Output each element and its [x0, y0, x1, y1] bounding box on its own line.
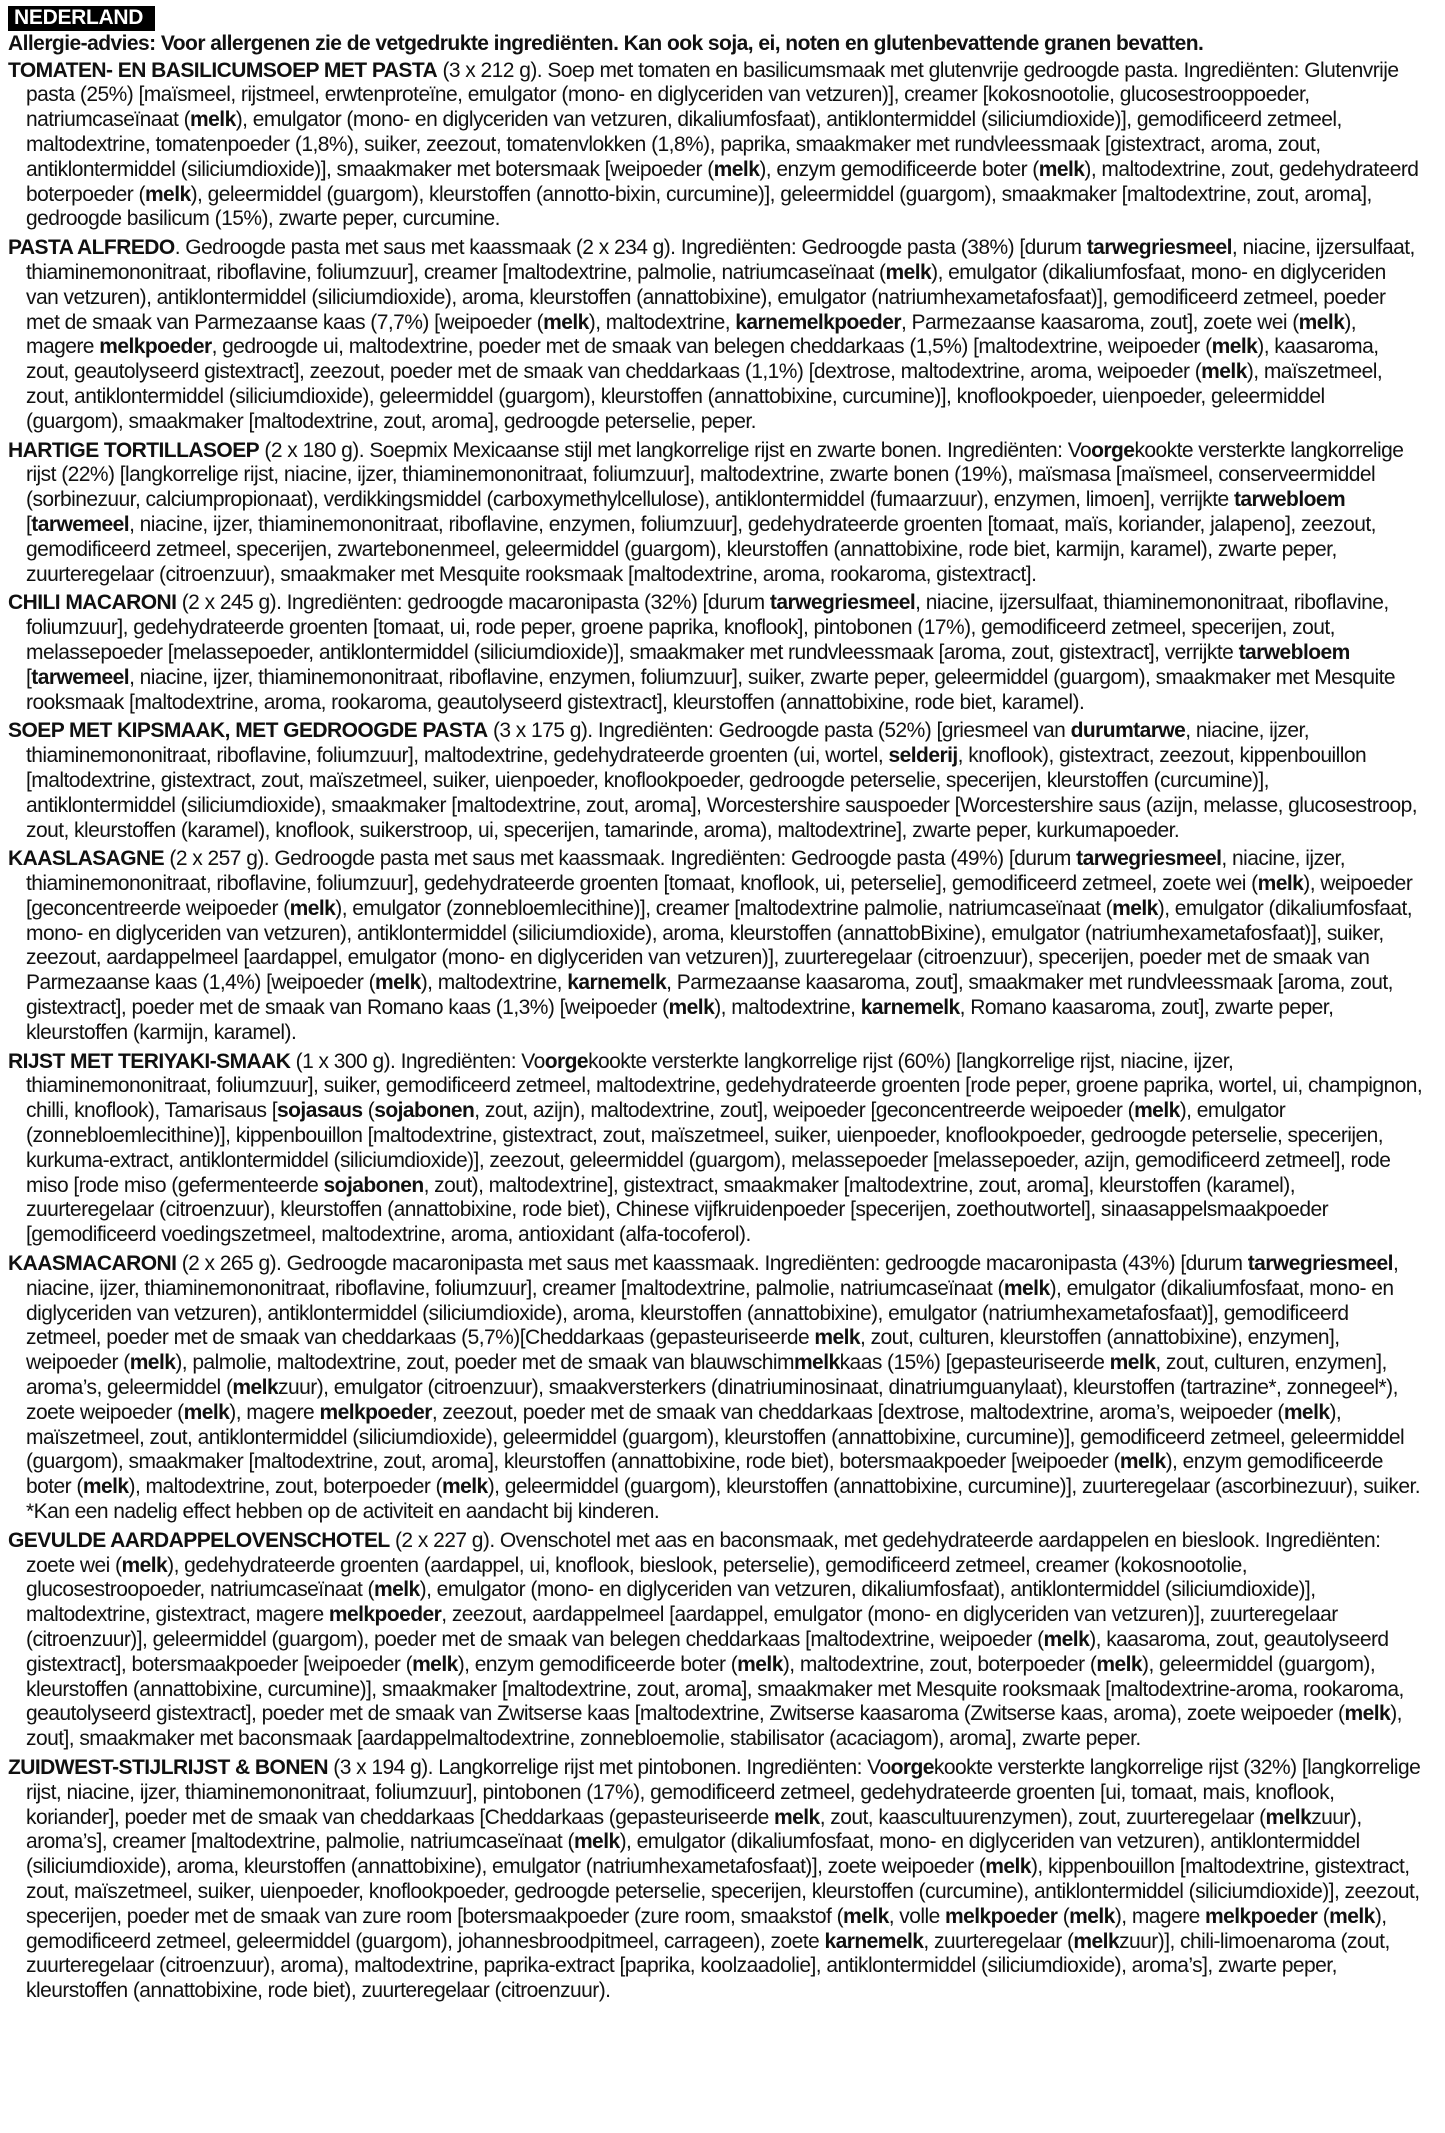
ingredient-text: ), maïszetmeel, zout, antiklontermiddel (siliciumdioxide), geleermiddel (guargom), kleurstoffen (annattobixine, curcumine)], gemodificeerd zetmeel, geleermiddel (guargom), smaakmaker [maltodextrine, zout, aroma], kleurstoffen (annattobixine, rode biet), botersmaakpoeder [weipoeder ( [26, 1400, 1405, 1474]
allergen-term: tarwegriesmeel [1247, 1252, 1393, 1276]
ingredient-text: (3 x 212 g). Soep met tomaten en basilicumsmaak met glutenvrije gedroogde pasta. Ingrediënten: Glutenvrije pasta (25%) [maïsmeel, rijstmeel, erwtenproteïne, emulgator (mono- en diglyceriden van vetzuren)], creamer [kokosnootolie, glucosestrooppoeder, natriumcaseïnaat ( [26, 58, 1399, 132]
allergen-term: sojabonen [374, 1099, 475, 1123]
ingredient-text: ( [1317, 1904, 1330, 1928]
allergen-term: melk [144, 182, 191, 206]
product-name: TOMATEN- EN BASILICUMSOEP MET PASTA [8, 58, 438, 82]
allergen-term: melk [442, 1475, 488, 1499]
allergen-term: selderij [888, 744, 958, 768]
allergen-term: melk [375, 971, 421, 995]
product-entry [8, 1050, 1423, 1248]
allergen-term: melk [543, 310, 589, 334]
allergen-term: melk [713, 157, 760, 181]
allergen-term: melk [1069, 1904, 1115, 1928]
allergen-term: sojasaus [277, 1099, 363, 1123]
ingredient-text: kookte versterkte langkorrelige rijst (32%) [langkorrelige rijst, niacine, ijzer, thiaminemononitraat, foliumzuur], pintobonen (17%), gemodificeerd zetmeel, gedehydrateerde groenten [ui, tomaat, mais, knoflook, koriander], poeder met de smaak van cheddarkaas [Cheddarkaas (gepasteuriseerde [26, 1755, 1421, 1829]
ingredient-text: , niacine, ijzer, thiaminemononitraat, riboflavine, enzymen, foliumzuur], suiker, zwarte peper, geleermiddel (guargom), smaakmaker met Mesquite rooksmaak [maltodextrine, aroma, rookaroma, geautolyseerd gistextract], kleurstoffen (annattobixine, rode biet, karamel). [26, 665, 1396, 714]
allergen-term: melk [1201, 360, 1247, 384]
ingredient-text: , zout), maltodextrine], gistextract, smaakmaker [maltodextrine, zout, aroma], kleurstoffen (karamel), zuurteregelaar (citroenzuur), kleurstoffen (annattobixine, rode biet), Chinese vijfkruidenpoeder [specerijen, zoethoutwortel], sinaasappelsmaakpoeder [gemodificeerd voedingszetmeel, maltodextrine, aroma, antioxidant (alfa-tocoferol). [26, 1173, 1329, 1247]
ingredient-text: . Gedroogde pasta met saus met kaassmaak (2 x 234 g). Ingrediënten: Gedroogde pasta (38%) [durum [174, 236, 1087, 260]
allergen-term: orge [1091, 438, 1135, 462]
ingredient-text: (2 x 245 g). Ingrediënten: gedroogde macaronipasta (32%) [durum [176, 591, 770, 615]
allergen-term: melk [374, 1578, 420, 1602]
ingredient-text: , knoflook), gistextract, zeezout, kippenbouillon [maltodextrine, gistextract, zout, maïszetmeel, suiker, uienpoeder, knoflookpoeder, gedroogde peterselie, specerijen, kleurstoffen (curcumine)], antiklontermiddel (siliciumdioxide), smaakmaker [maltodextrine, zout, aroma], Worcestershire sauspoeder [Worcestershire saus (azijn, melasse, glucosestroop, zout, kleurstoffen (karamel), knoflook, suikerstroop, ui, specerijen, tamarinde, aroma), maltodextrine], zwarte peper, kurkumapoeder. [26, 744, 1418, 842]
ingredient-text: ), enzym gemodificeerde boter ( [457, 1652, 738, 1676]
allergen-term: melk [183, 1400, 230, 1424]
allergen-term: melk [843, 1904, 889, 1928]
ingredient-text: ), emulgator (zonnebloemlecithine)], creamer [maltodextrine palmolie, natriumcaseïnaat ( [335, 896, 1113, 920]
ingredient-text: , Parmezaanse kaasaroma, zout], smaakmaker met rundvleessmaak [aroma, zout, gistextract], poeder met de smaak van Romano kaas (1,3%) [weipoeder ( [26, 971, 1393, 1020]
product-entry [8, 59, 1423, 233]
allergen-term: melkpoeder [1205, 1904, 1318, 1928]
ingredient-text: ), enzym gemodificeerde boter ( [759, 157, 1039, 181]
ingredient-text: ), maltodextrine, [588, 310, 736, 334]
product-name: KAASLASAGNE [8, 847, 165, 871]
allergen-term: tarwemeel [31, 665, 130, 689]
allergen-term: melk [1134, 1099, 1180, 1123]
ingredient-text: , volle [888, 1904, 946, 1928]
ingredient-text: (1 x 300 g). Ingrediënten: Vo [290, 1049, 545, 1073]
allergen-term: tarwebloem [1238, 640, 1350, 664]
allergen-term: melk [1096, 1652, 1142, 1676]
ingredient-text: , zeezout, poeder met de smaak van cheddarkaas [dextrose, maltodextrine, aroma’s, weipoeder ( [431, 1400, 1284, 1424]
ingredient-text: ), maltodextrine, [420, 971, 568, 995]
ingredient-text: ), maltodextrine, zout, boterpoeder ( [128, 1475, 443, 1499]
allergen-term: melk [793, 1351, 840, 1375]
allergen-term: orge [890, 1755, 934, 1779]
ingredient-text: ), gemodificeerd zetmeel, geleermiddel (guargom), johannesbroodpitmeel, carrageen), zoete [26, 1904, 1387, 1953]
product-name: GEVULDE AARDAPPELOVENSCHOTEL [8, 1528, 390, 1552]
ingredient-text: ), maltodextrine, zout, boterpoeder ( [782, 1652, 1097, 1676]
allergen-term: melk [737, 1652, 783, 1676]
ingredient-text: ), emulgator (dikaliumfosfaat, mono- en diglyceriden van vetzuren), antiklontermiddel (siliciumdioxide), aroma, kleurstoffen (annattobBixine), emulgator (natriumhexametafosfaat)], suiker, zeezout, aardappelmeel [aardappel, emulgator (mono- en diglyceriden van vetzuren)], zuurteregelaar (citroenzuur), specerijen, poeder met de smaak van Parmezaanse kaas (1,4%) [weipoeder ( [26, 896, 1413, 995]
ingredient-text: , zout, culturen, enzymen], aroma’s, geleermiddel ( [26, 1351, 1387, 1400]
ingredient-text: ), kaasaroma, zout, geautolyseerd gistextract], botersmaakpoeder [weipoeder ( [26, 1628, 1389, 1676]
ingredient-text: (2 x 227 g). Ovenschotel met aas en baconsmaak, met gedehydrateerde aardappelen en bieslook. Ingrediënten: zoete wei ( [26, 1528, 1381, 1577]
allergen-term: tarwegriesmeel [769, 591, 916, 615]
ingredient-text: ), magere [26, 310, 1357, 359]
ingredient-text: , niacine, ijzersulfaat, thiaminemononitraat, riboflavine, foliumzuur], creamer [maltodextrine, palmolie, natriumcaseïnaat ( [26, 236, 1415, 284]
ingredient-text: ), emulgator (mono- en diglyceriden van vetzuren, dikaliumfosfaat), antiklontermiddel (siliciumdioxide)], maltodextrine, gistextract, magere [26, 1578, 1316, 1627]
product-name: CHILI MACARONI [8, 591, 177, 615]
ingredient-text: , niacine, ijzer, thiaminemononitraat, riboflavine, foliumzuur], creamer [maltodextrine, palmolie, natriumcaseïnaat ( [26, 1252, 1399, 1300]
allergen-term: melk [1003, 1276, 1050, 1300]
ingredient-text: , zout, azijn), maltodextrine, zout], weipoeder [geconcentreerde weipoeder ( [474, 1099, 1135, 1123]
allergen-term: melk [232, 1376, 279, 1400]
ingredient-text: ), zout], smaakmaker met baconsmaak [aardappelmaltodextrine, zonnebloemolie, stabilisator (acaciagom), aroma], zwarte peper. [26, 1702, 1402, 1751]
product-name: RIJST MET TERIYAKI-SMAAK [8, 1049, 291, 1073]
allergen-term: melk [1043, 1628, 1090, 1651]
allergen-term: karnemelk [567, 971, 667, 995]
product-name: HARTIGE TORTILLASOEP [8, 438, 260, 462]
allergen-term: tarwemeel [31, 512, 130, 536]
product-entry [8, 236, 1423, 434]
product-name: ZUIDWEST-STIJLRIJST & BONEN [8, 1755, 329, 1779]
ingredient-text: zuur), aroma’s], creamer [maltodextrine, palmolie, natriumcaseïnaat ( [26, 1805, 1362, 1854]
ingredient-text: ), maltodextrine, zout, gedehydrateerd boterpoeder ( [26, 157, 1419, 206]
ingredient-text: (2 x 180 g). Soepmix Mexicaanse stijl met langkorrelige rijst en zwarte bonen. Ingrediënten: Vo [259, 438, 1092, 462]
ingredient-text: ( [1057, 1904, 1070, 1928]
ingredient-text: ), emulgator (mono- en diglyceriden van vetzuren, dikaliumfosfaat), antiklontermiddel (siliciumdioxide)], gemodificeerd zetmeel, maltodextrine, tomatenpoeder (1,8%), suiker, zeezout, tomatenvlokken (1,8%), paprika, smaakmaker met rundvleessmaak [gistextract, aroma, zout, antiklontermiddel (siliciumdioxide)], smaakmaker met botersmaak [weipoeder ( [26, 108, 1342, 181]
allergen-term: karnemelkpoeder [735, 310, 901, 334]
allergen-term: melk [121, 1553, 168, 1577]
allergen-term: melk [573, 1830, 620, 1854]
ingredient-text: [ [26, 512, 32, 536]
ingredient-text: (2 x 257 g). Gedroogde pasta met saus met kaassmaak. Ingrediënten: Gedroogde pasta (49%) [durum [164, 847, 1077, 871]
allergen-term: melkpoeder [99, 335, 212, 359]
ingredient-text: ), maltodextrine, [714, 996, 861, 1020]
allergen-term: melk [412, 1652, 458, 1676]
ingredient-text: ), enzym gemodificeerde boter ( [26, 1450, 1383, 1499]
allergen-term: melkpoeder [328, 1603, 442, 1627]
ingredient-text: ), geleermiddel (guargom), kleurstoffen (annattobixine, curcumine)], zuurteregelaar (ascorbinezuur), suiker. *Kan een nadelig effect hebben op de activiteit en aandacht bij kinderen. [26, 1475, 1421, 1524]
allergy-advice: Allergie-advies: Voor allergenen zie de vetgedrukte ingrediënten. Kan ook soja, ei, noten en glutenbevattende granen bevatten. [8, 31, 1204, 55]
allergen-term: sojabonen [323, 1173, 424, 1197]
ingredient-text: ( [362, 1099, 375, 1123]
allergen-term: melk [82, 1475, 129, 1499]
ingredient-text: ), magere [229, 1400, 320, 1424]
product-entry [8, 1252, 1423, 1525]
product-entry [8, 719, 1423, 843]
ingredient-text: , niacine, ijzer, thiaminemononitraat, riboflavine, enzymen, foliumzuur], gedehydrateerde groenten [tomaat, maïs, koriander, jalapeno], zeezout, gemodificeerd zetmeel, specerijen, zwartebonenmeel, geleermiddel (guargom), kleurstoffen (annattobixine, rode biet, karmijn, karamel), zwarte peper, zuurteregelaar (citroenzuur), smaakmaker met Mesquite rooksmaak [maltodextrine, aroma, rookaroma, gistextract]. [26, 512, 1376, 586]
allergen-term: melk [1112, 896, 1158, 920]
allergen-term: melk [129, 1351, 176, 1375]
ingredient-text: ), gedehydrateerde groenten (aardappel, ui, knoflook, bieslook, peterselie), gemodificeerd zetmeel, creamer (kokosnootolie, glucosestroopoeder, natriumcaseïnaat ( [26, 1553, 1247, 1602]
ingredient-text: , Parmezaanse kaasaroma, zout], zoete wei ( [900, 310, 1299, 334]
allergen-term: melk [668, 996, 715, 1020]
allergen-term: melk [885, 260, 932, 284]
allergen-term: melk [190, 108, 236, 132]
ingredient-text: , Romano kaasaroma, zout], zwarte peper, kleurstoffen (karmijn, karamel). [26, 996, 1334, 1044]
allergen-term: tarwegriesmeel [1076, 847, 1222, 871]
ingredient-text: , zeezout, aardappelmeel [aardappel, emulgator (mono- en diglyceriden van vetzuren)], zuurteregelaar (citroenzuur)], geleermiddel (guargom), poeder met de smaak van belegen cheddarkaas [maltodextrine, weipoeder ( [26, 1603, 1338, 1651]
ingredient-text: , gedroogde ui, maltodextrine, poeder met de smaak van belegen cheddarkaas (1,5%) [maltodextrine, weipoeder ( [211, 335, 1212, 359]
ingredient-text: [ [26, 665, 32, 689]
ingredient-text: ), palmolie, maltodextrine, zout, poeder met de smaak van blauwschim [175, 1351, 794, 1375]
ingredient-text: , niacine, ijzersulfaat, thiaminemononitraat, riboflavine, foliumzuur], gedehydrateerde groenten [tomaat, ui, rode peper, groene paprika, knoflook], pintobonen (17%), gemodificeerd zetmeel, specerijen, zout, melassepoeder [melassepoeder, antiklontermiddel (siliciumdioxide)], smaakmaker met rundvleessmaak [aroma, zout, gistextract], verrijkte [26, 591, 1389, 664]
ingredient-text: ), emulgator (dikaliumfosfaat, mono- en diglyceriden van vetzuren), antiklontermiddel (siliciumdioxide), aroma, kleurstoffen (annattobixine), emulgator (natriumhexametafosfaat)], zoete weipoeder ( [26, 1830, 1360, 1879]
allergen-term: melk [774, 1805, 820, 1829]
allergen-term: melk [1298, 310, 1345, 334]
ingredient-text: zuur)], chili-limoenaroma (zout, zuurteregelaar (citroenzuur), aroma), maltodextrine, paprika-extract [paprika, koolzaadolie], antiklontermiddel (siliciumdioxide), aroma’s], zwarte peper, kleurstoffen (annattobixine, rode biet), zuurteregelaar (citroenzuur). [26, 1929, 1390, 2003]
ingredient-text: ), maïszetmeel, zout, antiklontermiddel (siliciumdioxide), geleermiddel (guargom), kleurstoffen (annattobixine, curcumine)], knoflookpoeder, uienpoeder, geleermiddel (guargom), smaakmaker [maltodextrine, zout, aroma], gedroogde peterselie, peper. [26, 360, 1383, 433]
product-entry [8, 1756, 1423, 2004]
allergen-term: melk [1073, 1929, 1120, 1953]
allergen-term: karnemelk [860, 996, 960, 1020]
ingredient-text: , niacine, ijzer, thiaminemononitraat, riboflavine, foliumzuur], gedehydrateerde groenten [tomaat, knoflook, ui, peterselie], gemodificeerd zetmeel, zoete wei ( [26, 847, 1346, 896]
product-entry [8, 1529, 1423, 1752]
allergen-term: melk [1329, 1904, 1375, 1928]
allergen-term: melk [985, 1855, 1031, 1879]
ingredient-text: , niacine, ijzer, thiaminemononitraat, riboflavine, foliumzuur], maltodextrine, gedehydrateerde groenten (ui, wortel, [26, 719, 1310, 768]
allergen-term: melk [1211, 335, 1258, 359]
ingredient-text: , zuurteregelaar ( [923, 1929, 1074, 1953]
ingredient-text: ), emulgator (dikaliumfosfaat, mono- en diglyceriden van vetzuren), antiklontermiddel (siliciumdioxide), aroma, kleurstoffen (annattobixine), emulgator (natriumhexametafosfaat)], gemodificeerd zetmeel, poeder met de smaak van Parmezaanse kaas (7,7%) [weipoeder ( [26, 260, 1386, 334]
allergen-term: melkpoeder [319, 1400, 432, 1424]
allergen-term: melk [1283, 1400, 1330, 1424]
language-badge: NEDERLAND [8, 6, 155, 31]
ingredient-text: , zout, kaascultuurenzymen), zout, zuurteregelaar ( [819, 1805, 1266, 1829]
allergen-term: orge [544, 1049, 589, 1073]
allergen-term: melk [1119, 1450, 1166, 1474]
ingredient-text: (2 x 265 g). Gedroogde macaronipasta met saus met kaassmaak. Ingrediënten: gedroogde macaronipasta (43%) [durum [176, 1252, 1248, 1276]
allergen-term: karnemelk [824, 1929, 924, 1953]
allergen-term: melk [1257, 872, 1304, 896]
ingredient-text: kookte versterkte langkorrelige rijst (22%) [langkorrelige rijst, niacine, ijzer, thiaminemononitraat, foliumzuur], maltodextrine, zwarte bonen (19%), maïsmasa [maïsmeel, conserveermiddel (sorbinezuur, calciumpropionaat), verdikkingsmiddel (carboxymethylcellulose), antiklontermiddel (fumaarzuur), enzymen, limoen], verrijkte [26, 438, 1404, 512]
ingredient-text: zuur), emulgator (citroenzuur), smaakversterkers (dinatriuminosinaat, dinatriumguanylaat), kleurstoffen (tartrazine*, zonnegeel*), zoete weipoeder ( [26, 1376, 1398, 1424]
ingredient-text: ), emulgator (zonnebloemlecithine)], kippenbouillon [maltodextrine, gistextract, zout, maïszetmeel, suiker, uienpoeder, knoflookpoeder, gedroogde peterselie, specerijen, kurkuma-extract, antiklontermiddel (siliciumdioxide)], zeezout, geleermiddel (guargom), melassepoeder [melassepoeder, azijn, gemodificeerd zetmeel], rode miso [rode miso (gefermenteerde [26, 1099, 1391, 1197]
ingredient-text: kaas (15%) [gepasteuriseerde [839, 1351, 1110, 1375]
ingredient-text: (3 x 194 g). Langkorrelige rijst met pintobonen. Ingrediënten: Vo [328, 1755, 891, 1779]
product-list [8, 59, 1423, 2004]
ingredient-text: ), magere [1114, 1904, 1206, 1928]
ingredient-text: ), kaasaroma, zout, geautolyseerd gistextract], zeezout, poeder met de smaak van cheddarkaas (1,1%) [dextrose, maltodextrine, aroma, weipoeder ( [26, 335, 1379, 384]
ingredient-text: ), emulgator (dikaliumfosfaat, mono- en diglyceriden van vetzuren), antiklontermiddel (siliciumdioxide), aroma, kleurstoffen (annattobixine), emulgator (natriumhexametafosfaat)], gemodificeerd zetmeel, poeder met de smaak van cheddarkaas (5,7%)[Cheddarkaas (gepasteuriseerde [26, 1276, 1394, 1350]
allergen-term: melk [1265, 1805, 1312, 1829]
allergen-term: durumtarwe [1070, 719, 1186, 743]
product-entry [8, 847, 1423, 1045]
ingredient-text: ), geleermiddel (guargom), kleurstoffen (annotto-bixin, curcumine)], geleermiddel (guargom), smaakmaker [maltodextrine, zout, aroma], gedroogde basilicum (15%), zwarte peper, curcumine. [26, 182, 1372, 231]
product-name: PASTA ALFREDO [8, 236, 175, 260]
product-entry [8, 591, 1423, 715]
allergen-term: tarwebloem [1233, 488, 1346, 512]
ingredient-text: ), geleermiddel (guargom), kleurstoffen (annattobixine, curcumine)], smaakmaker [maltodextrine, zout, aroma], smaakmaker met Mesquite rooksmaak [maltodextrine-aroma, rookaroma, geautolyseerd gistextract], poeder met de smaak van Zwitserse kaas [maltodextrine, Zwitserse kaasaroma (Zwitserse kaas, aroma), zoete weipoeder ( [26, 1652, 1404, 1726]
ingredient-text: kookte versterkte langkorrelige rijst (60%) [langkorrelige rijst, niacine, ijzer, thiaminemononitraat, foliumzuur], suiker, gemodificeerd zetmeel, maltodextrine, gedehydrateerde groenten [rode peper, groene paprika, wortel, ui, champignon, chilli, knoflook), Tamarisaus [ [26, 1049, 1423, 1123]
allergen-term: melk [289, 896, 336, 920]
ingredient-text: ), kippenbouillon [maltodextrine, gistextract, zout, maïszetmeel, suiker, uienpoeder, knoflookpoeder, gedroogde peterselie, specerijen, kleurstoffen (curcumine), antiklontermiddel (siliciumdioxide)], zeezout, specerijen, poeder met de smaak van zure room [botersmaakpoeder (zure room, smaakstof ( [26, 1855, 1420, 1928]
allergen-term: melk [1038, 157, 1085, 181]
ingredient-text: , zout, culturen, kleurstoffen (annattobixine), enzymen], weipoeder ( [26, 1326, 1340, 1375]
ingredient-text: ), weipoeder [geconcentreerde weipoeder ( [26, 872, 1413, 920]
ingredient-text: (3 x 175 g). Ingrediënten: Gedroogde pasta (52%) [griesmeel van [487, 719, 1071, 743]
allergen-term: tarwegriesmeel [1086, 236, 1232, 260]
allergen-term: melk [1344, 1702, 1391, 1726]
allergen-term: melkpoeder [945, 1904, 1058, 1928]
allergen-term: melk [814, 1326, 861, 1350]
allergen-term: melk [1109, 1351, 1156, 1375]
product-entry [8, 439, 1423, 588]
product-name: KAASMACARONI [8, 1252, 177, 1276]
product-name: SOEP MET KIPSMAAK, MET GEDROOGDE PASTA [8, 719, 488, 743]
